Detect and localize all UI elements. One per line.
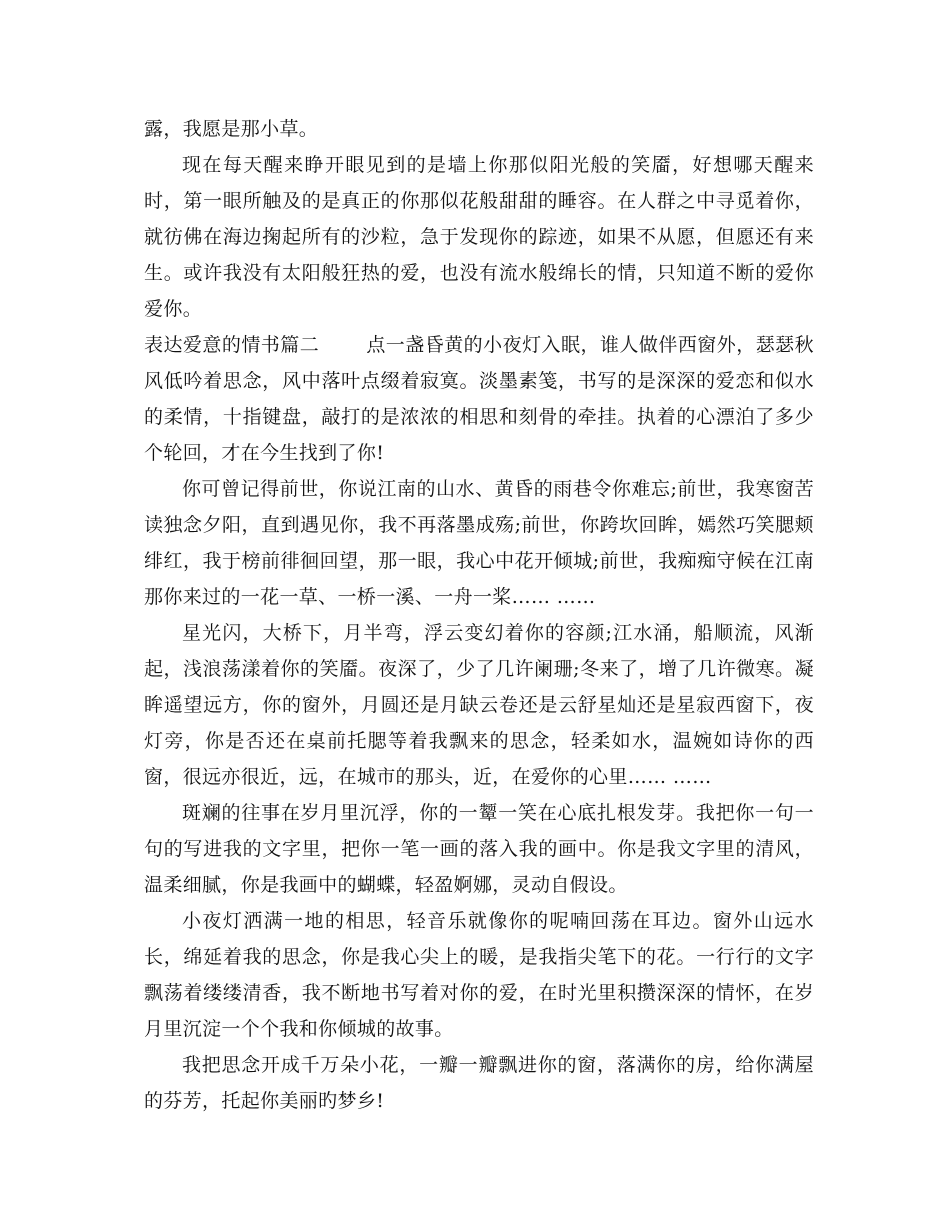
section-title: 表达爱意的情书篇二 (144, 334, 320, 356)
paragraph-past-life: 你可曾记得前世，你说江南的山水、黄昏的雨巷令你难忘;前世，我寒窗苦读独念夕阳，直到遇见你，我不再落墨成殇;前世，你跨坎回眸，嫣然巧笑腮颊绯红，我于榜前徘徊回望，那一眼，我心中花开倾城;前世，我痴痴守候在江南那你来过的一花一草、一桥一溪、一舟一桨…… …… (144, 478, 814, 608)
paragraph-flowers: 我把思念开成千万朵小花，一瓣一瓣飘进你的窗，落满你的房，给你满屋的芬芳，托起你美丽旳梦乡! (144, 1054, 814, 1112)
paragraph-continuation: 露，我愿是那小草。 (144, 118, 319, 140)
paragraph-night-light: 小夜灯洒满一地的相思，轻音乐就像你的呢喃回荡在耳边。窗外山远水长，绵延着我的思念，你是我心尖上的暖，是我指尖笔下的花。一行行的文字飘荡着缕缕清香，我不断地书写着对你的爱，在时光里积攒深深的情怀，在岁月里沉淀一个个我和你倾城的故事。 (144, 910, 814, 1040)
section-two-paragraph (144, 327, 814, 471)
paragraph-starlight: 星光闪，大桥下，月半弯，浮云变幻着你的容颜;江水涌，船顺流，风渐起，浅浪荡漾着你的笑靥。夜深了，少了几许阑珊;冬来了，增了几许微寒。凝眸遥望远方，你的窗外，月圆还是月缺云卷还是云舒星灿还是星寂西窗下，夜灯旁，你是否还在桌前托腮等着我飘来的思念，轻柔如水，温婉如诗你的西窗，很远亦很近，远，在城市的那头，近，在爱你的心里…… …… (144, 622, 814, 788)
section-first-paragraph: 点一盏昏黄的小夜灯入眠，谁人做伴西窗外，瑟瑟秋风低吟着思念，风中落叶点缀着寂寞。淡墨素笺，书写的是深深的爱恋和似水的柔情，十指键盘，敲打的是浓浓的相思和刻骨的牵挂。执着的心漂泊了多少个轮回，才在今生找到了你! (144, 334, 814, 464)
paragraph-morning-smile: 现在每天醒来睁开眼见到的是墙上你那似阳光般的笑靥，好想哪天醒来时，第一眼所触及的是真正的你那似花般甜甜的睡容。在人群之中寻觅着你，就彷佛在海边掬起所有的沙粒，急于发现你的踪迹，如果不从愿，但愿还有来生。或许我没有太阳般狂热的爱，也没有流水般绵长的情，只知道不断的爱你爱你。 (144, 154, 814, 320)
paragraph-memories: 斑斓的往事在岁月里沉浮，你的一颦一笑在心底扎根发芽。我把你一句一句的写进我的文字里，把你一笔一画的落入我的画中。你是我文字里的清风，温柔细腻，你是我画中的蝴蝶，轻盈婀娜，灵动自假设。 (144, 802, 814, 896)
document-body (144, 111, 814, 1119)
